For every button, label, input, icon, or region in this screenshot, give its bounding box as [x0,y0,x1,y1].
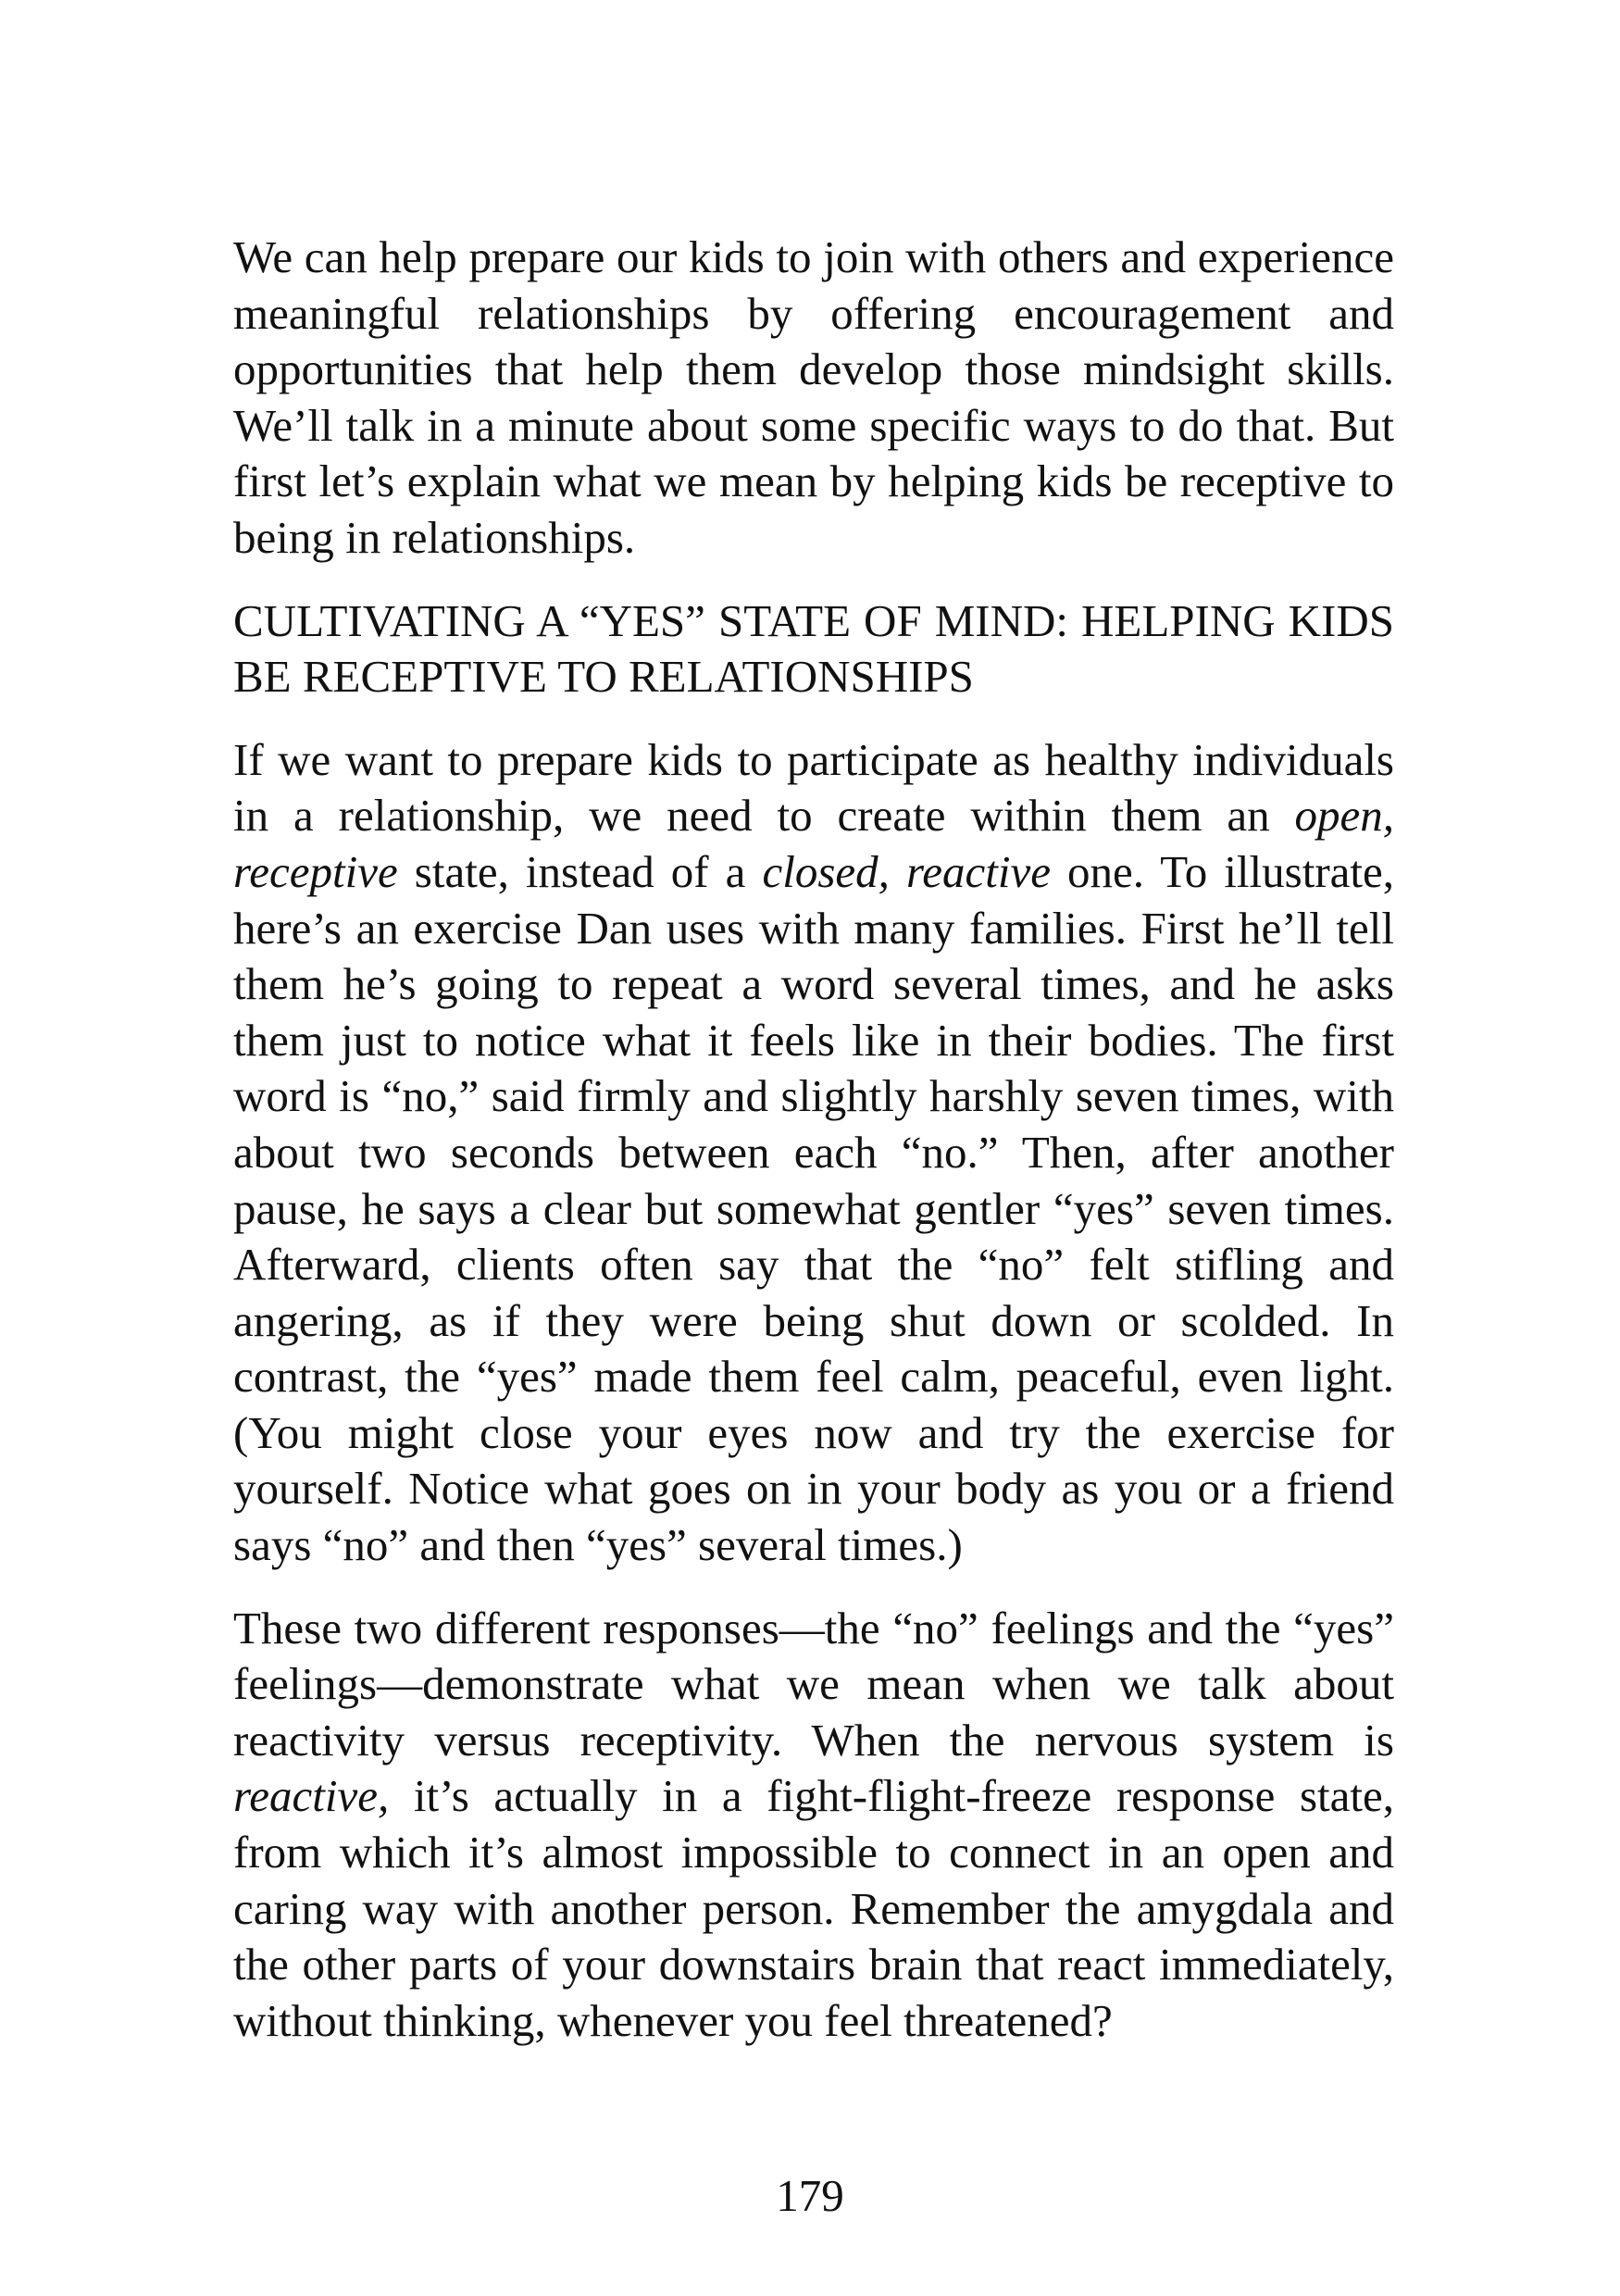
page-body [233,230,1394,2049]
text-segment: state, instead of a [397,845,763,897]
text-segment: one. To illustrate, here’s an exercise Dan uses with many families. First he’ll tell them he’s going to repeat a word several times, and he asks them just to notice what it feels like in their bodies. The first word is “no,” said firmly and slightly harshly seven times, with about two seconds between each “no.” Then, after another pause, he says a clear but somewhat gentler “yes” seven times. Afterward, clients often say that the “no” felt stifling and angering, as if they were being shut down or scolded. In contrast, the “yes” made them feel calm, peaceful, even light. (You might close your eyes now and try the exercise for yourself. Notice what goes on in your body as you or a friend says “no” and then “yes” several times.) [233,845,1395,1571]
paragraph-exercise [233,732,1394,1574]
text-segment: These two different responses—the “no” feelings and the “yes” feelings—demonstrate what we mean when we talk about reactivity versus receptivity. When the nervous system is [233,1602,1394,1766]
paragraph-reactivity [233,1601,1394,2050]
text-segment: it’s actually in a fight-flight-freeze response state, from which it’s almost impossible to connect in an open and caring way with another person. Remember the amygdala and the other parts of your downstairs brain that react immediately, without thinking, whenever you feel threatened? [233,1770,1394,2046]
text-segment: If we want to prepare kids to participate as healthy individuals in a relationship, we need to create within them an [233,733,1394,842]
italic-phrase: reactive, [233,1770,390,1822]
italic-phrase: open, receptive [233,790,1394,897]
italic-phrase: closed, reactive [762,845,1051,897]
section-heading: CULTIVATING A “YES” STATE OF MIND: HELPING KIDS BE RECEPTIVE TO RELATIONSHIPS [233,594,1394,703]
paragraph-intro: We can help prepare our kids to join with others and experience meaningful relationships by offering encouragement and opportunities that help them develop those mindsight skills. We’ll talk in a minute about some specific ways to do that. But first let’s explain what we mean by helping kids be receptive to being in relationships. [233,231,1394,563]
page-number: 179 [776,2170,844,2221]
